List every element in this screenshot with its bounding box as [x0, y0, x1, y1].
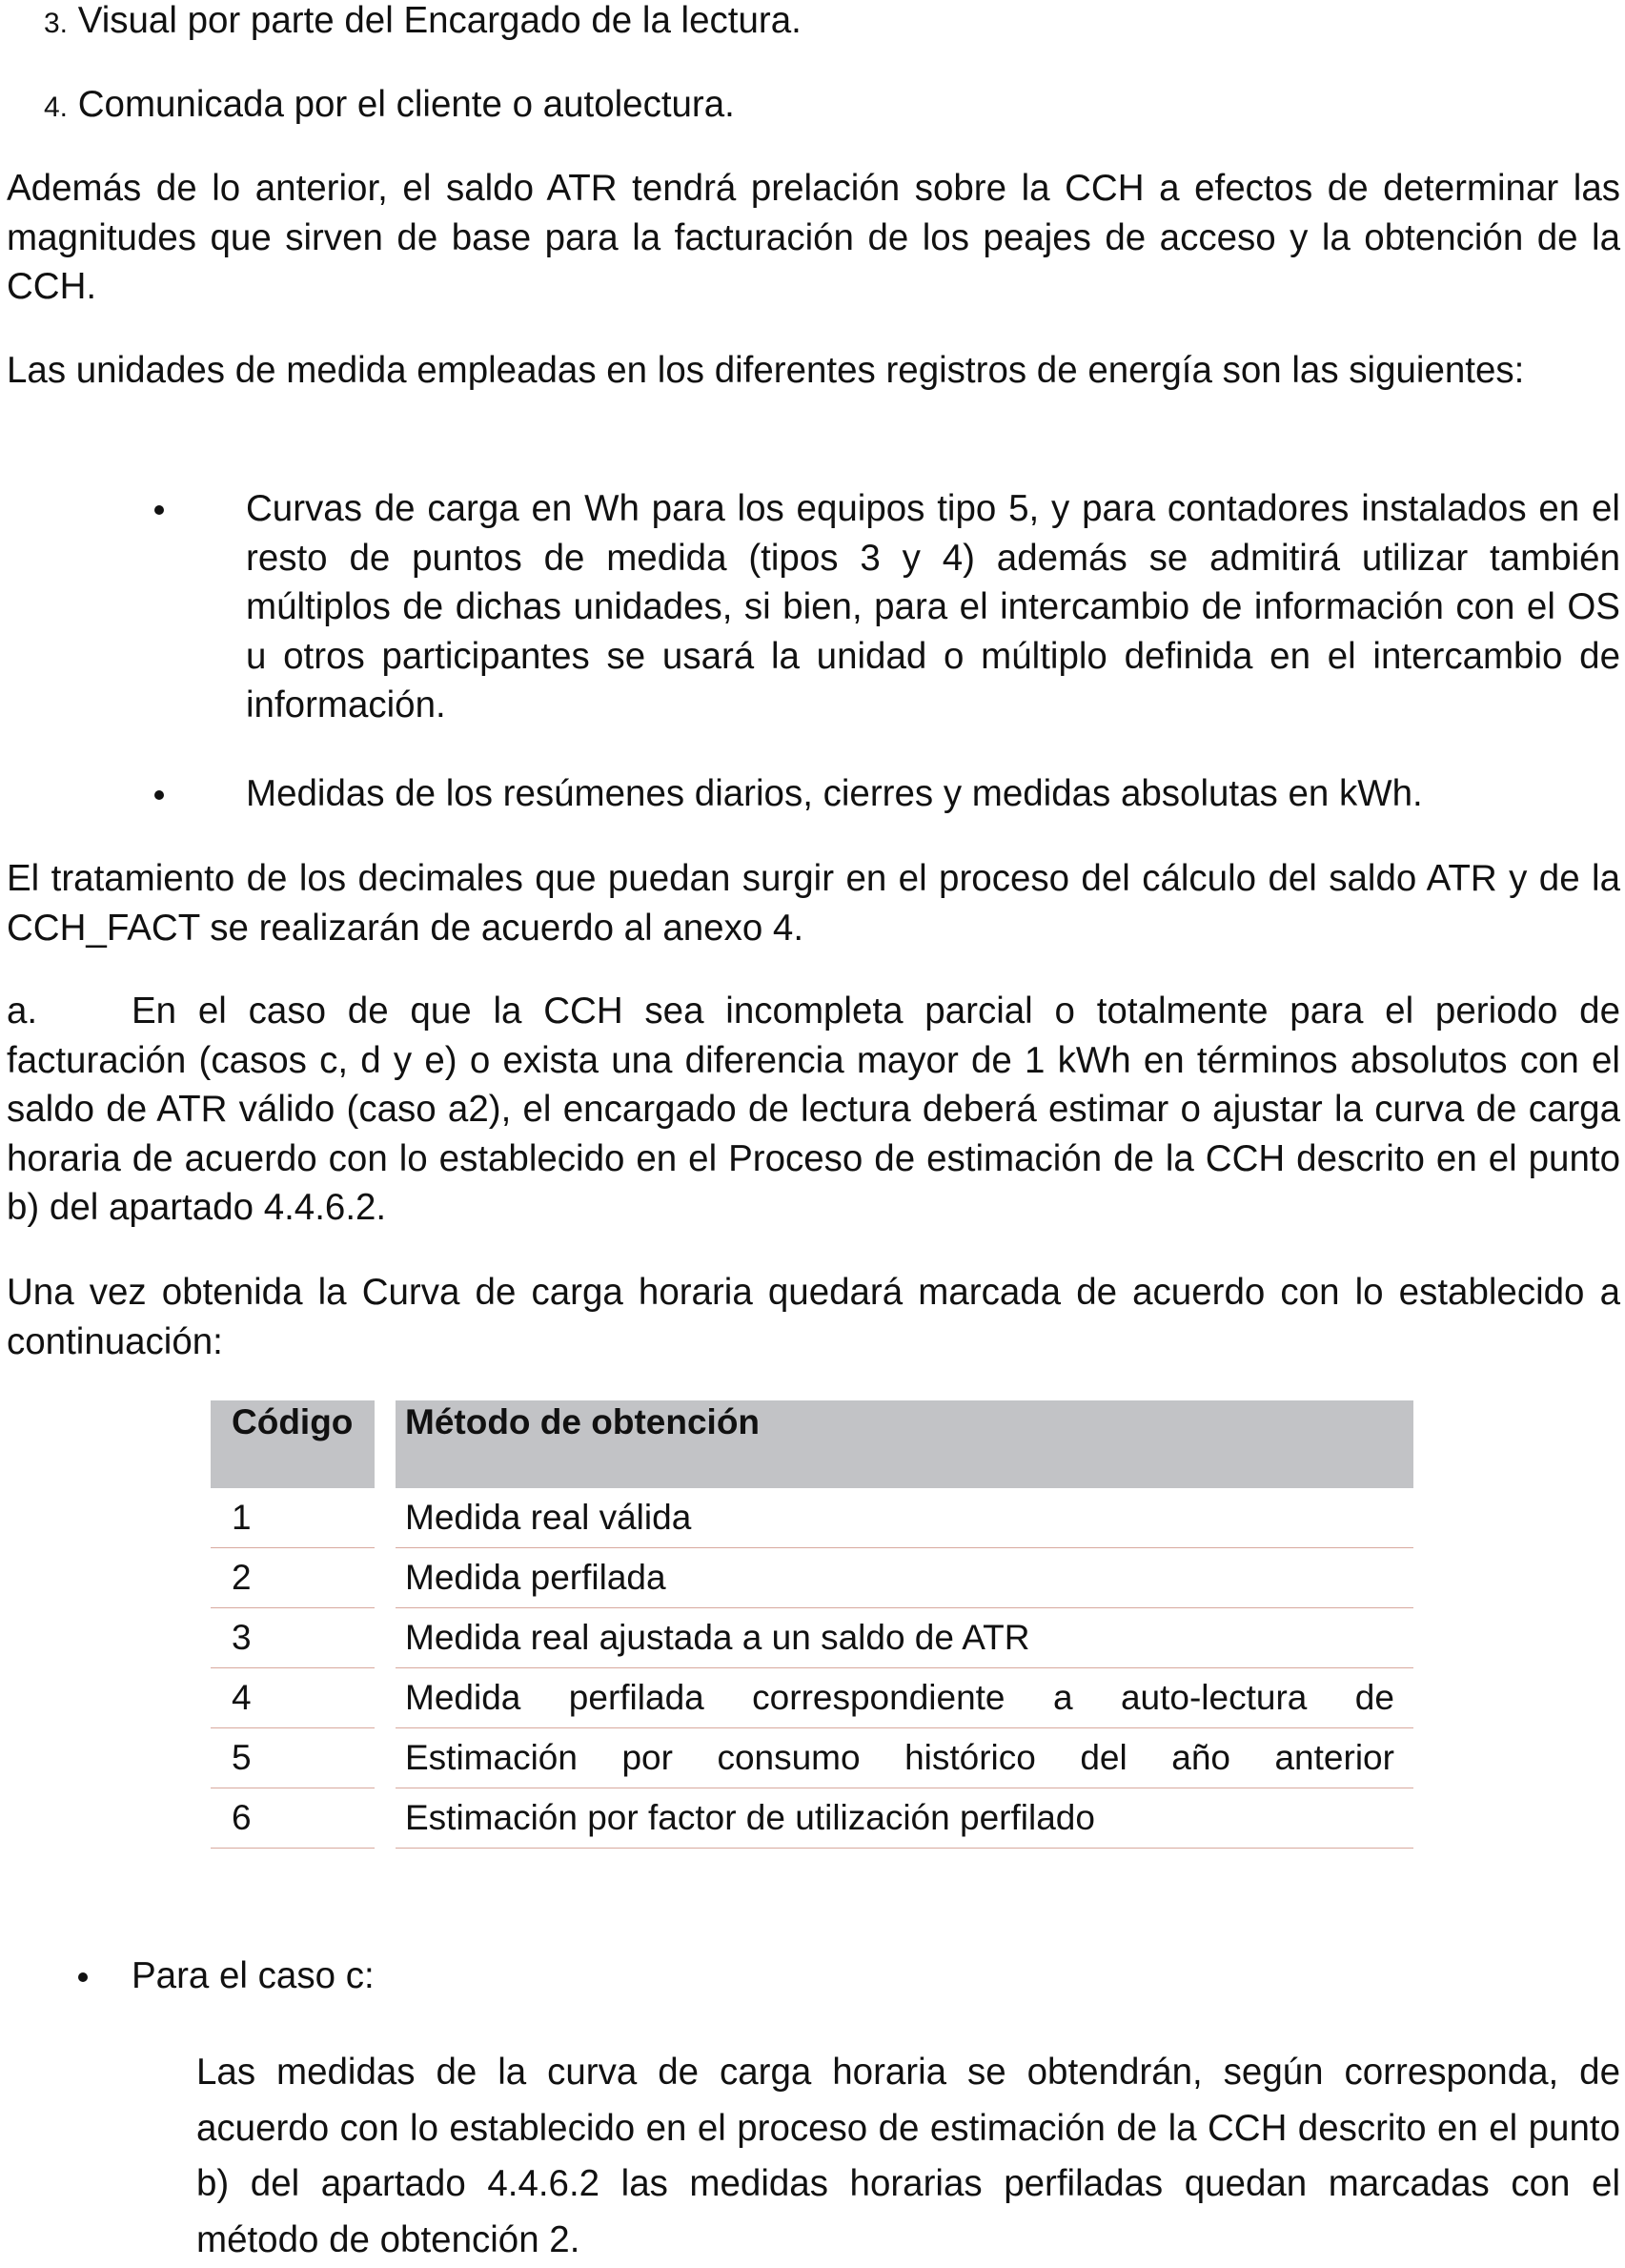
paragraph-caso-c: Las medidas de la curva de carga horaria se obtendrán, según corresponda, de acuerdo con lo establecido en el proceso de estimación de la CCH descrito en el punto b) del apartado 4.4.6.2 las medidas horarias perfiladas quedan marcadas con el método de obtención 2. [196, 2052, 1620, 2260]
case-c-label: Para el caso c: [132, 1955, 375, 1996]
paragraph-cch-incompleta: En el caso de que la CCH sea incompleta parcial o totalmente para el periodo de facturación (casos c, d y e) o exista una diferencia mayor de 1 kWh en términos absolutos con el saldo de ATR válido (caso a2), el encargado de lectura deberá estimar o ajustar la curva de carga horaria de acuerdo con lo establecido en el Proceso de estimación de la CCH descrito en el punto b) del apartado 4.4.6.2. [7, 991, 1620, 1228]
bullet-dot [154, 505, 164, 515]
row-method: Medida real válida [396, 1488, 1413, 1548]
row-code: 5 [211, 1728, 375, 1788]
table-row [211, 1788, 1413, 1849]
bullet-curvas-de-carga: Curvas de carga en Wh para los equipos tipo 5, y para contadores instalados en el resto de puntos de medida (tipos 3 y 4) además se admitirá utilizar también múltiplos de dichas unidades, si bien, para el intercambio de información con el OS u otros participantes se usará la unidad o múltiplo definida en el intercambio de información. [246, 488, 1620, 725]
row-method: Medida real ajustada a un saldo de ATR [396, 1608, 1413, 1668]
table-row [211, 1608, 1413, 1668]
row-method: Medida perfilada correspondiente a auto-lectura de [396, 1668, 1413, 1728]
paragraph-decimales: El tratamiento de los decimales que puedan surgir en el proceso del cálculo del saldo ATR y de la CCH_FACT se realizarán de acuerdo al anexo 4. [7, 858, 1620, 949]
row-method: Estimación por consumo histórico del año anterior [396, 1728, 1413, 1788]
table-row [211, 1668, 1413, 1728]
bullet-medidas-resumenes: Medidas de los resúmenes diarios, cierres y medidas absolutas en kWh. [246, 773, 1423, 814]
table-row [211, 1488, 1413, 1548]
metodo-obtencion-table [211, 1400, 1413, 1849]
row-code: 4 [211, 1668, 375, 1728]
row-code: 1 [211, 1488, 375, 1548]
bullet-dot [78, 1972, 88, 1982]
row-code: 3 [211, 1608, 375, 1668]
paragraph-prelacion: Además de lo anterior, el saldo ATR tendrá prelación sobre la CCH a efectos de determinar las magnitudes que sirven de base para la facturación de los peajes de acceso y la obtención de la CCH. [7, 168, 1620, 307]
row-method: Medida perfilada [396, 1548, 1413, 1608]
list-item-3 [44, 0, 802, 49]
paragraph-unidades: Las unidades de medida empleadas en los diferentes registros de energía son las siguientes: [7, 350, 1525, 391]
header-method: Método de obtención [396, 1400, 1413, 1488]
paragraph-label-a: a. [7, 991, 38, 1032]
list-item-4 [44, 80, 735, 133]
list-text: Comunicada por el cliente o autolectura. [77, 84, 735, 125]
table-row [211, 1728, 1413, 1788]
row-code: 2 [211, 1548, 375, 1608]
table-header-row [211, 1400, 1413, 1488]
row-method: Estimación por factor de utilización perfilado [396, 1788, 1413, 1849]
header-code: Código [211, 1400, 375, 1488]
list-number: 4. [44, 92, 69, 123]
table-row [211, 1548, 1413, 1608]
paragraph-curva-marcada: Una vez obtenida la Curva de carga horaria quedará marcada de acuerdo con lo establecido a continuación: [7, 1272, 1620, 1362]
row-code: 6 [211, 1788, 375, 1849]
list-number: 3. [44, 8, 69, 39]
list-text: Visual por parte del Encargado de la lectura. [77, 0, 802, 41]
bullet-dot [154, 790, 164, 800]
